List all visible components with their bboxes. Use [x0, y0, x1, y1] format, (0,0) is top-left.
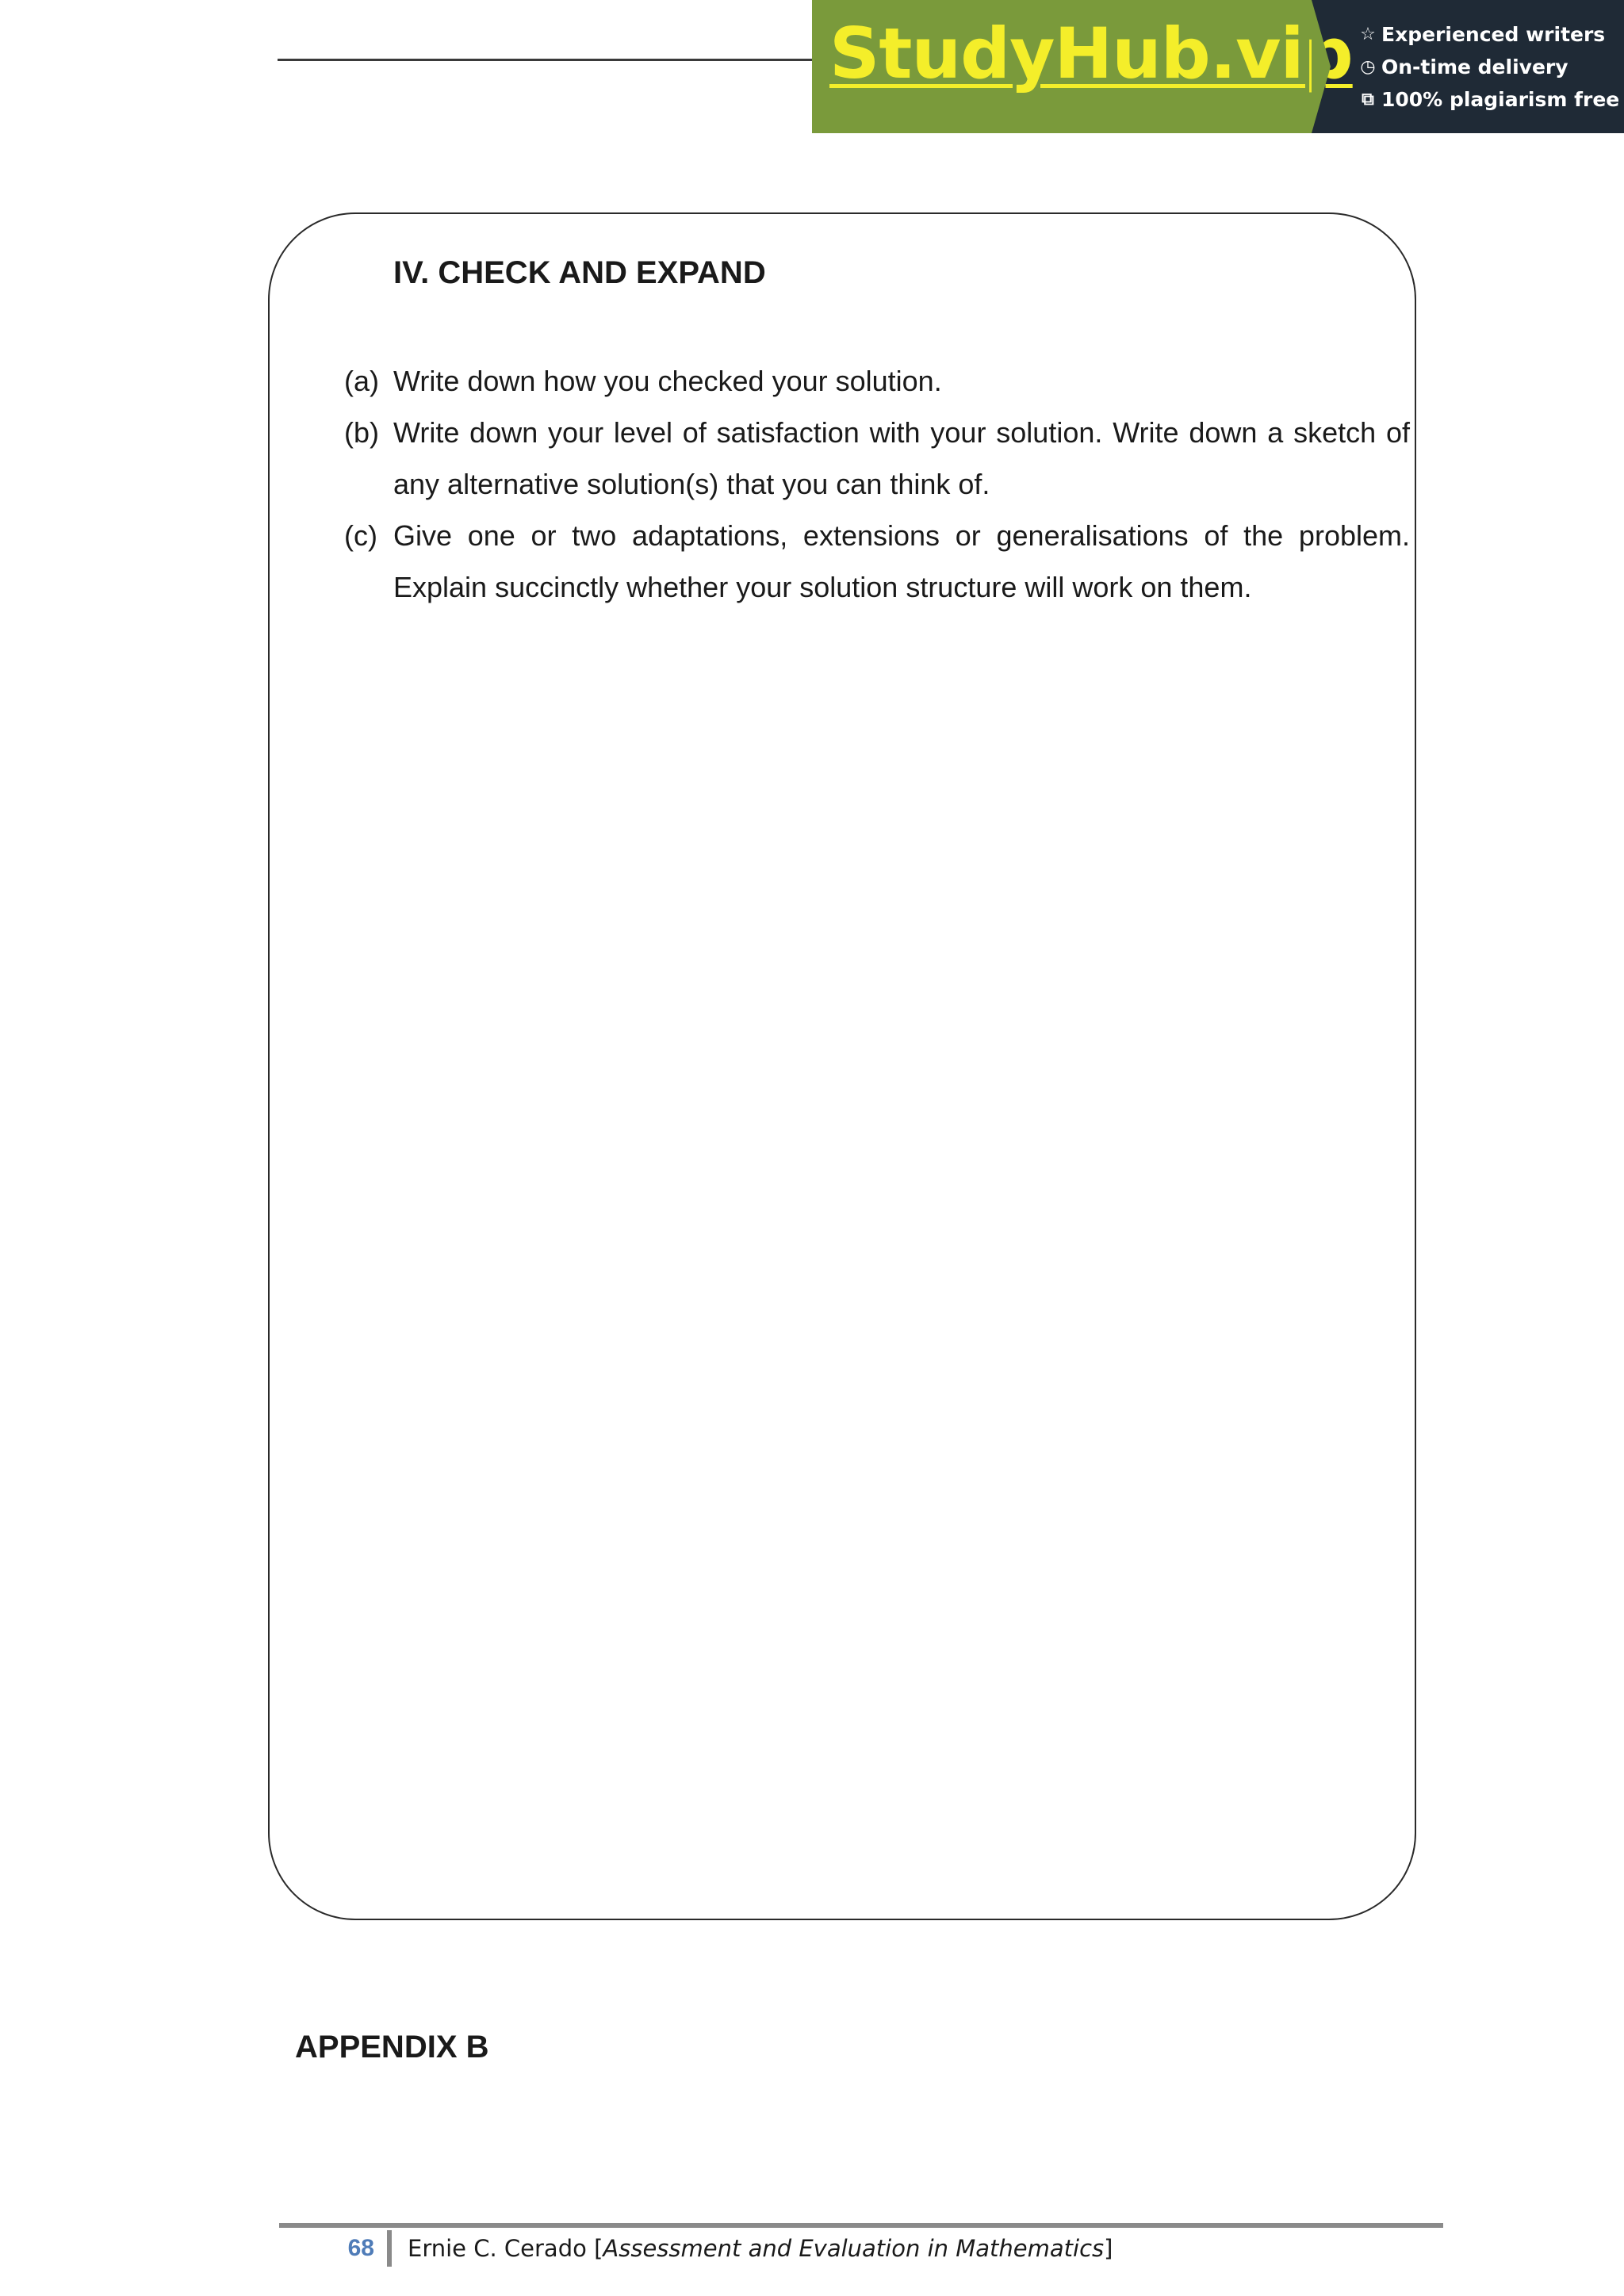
- item-label: (a): [344, 365, 379, 397]
- studyhub-banner[interactable]: [812, 0, 1624, 133]
- feature-experienced-writers: [1359, 22, 1624, 47]
- banner-features: [1312, 0, 1624, 133]
- banner-logo-panel[interactable]: [812, 0, 1353, 133]
- banner-arrow-shape: [1312, 0, 1331, 133]
- list-item: [344, 407, 1410, 510]
- footer-citation: [392, 2235, 1113, 2262]
- appendix-heading: APPENDIX B: [295, 2030, 489, 2064]
- list-item: [344, 355, 1410, 407]
- clock-icon: ◷: [1360, 56, 1376, 77]
- feature-text: On-time delivery: [1381, 55, 1568, 78]
- item-text: Write down your level of satisfaction with your solution. Write down a sketch of any alternative solution(s) that you can think of.: [393, 416, 1410, 500]
- feature-text: Experienced writers: [1381, 22, 1606, 46]
- footer-bracket: ]: [1104, 2235, 1113, 2262]
- feature-text: 100% plagiarism free: [1381, 87, 1620, 111]
- check-and-expand-box: [268, 212, 1416, 1920]
- item-text: Write down how you checked your solution.: [393, 365, 942, 397]
- studyhub-logo[interactable]: StudyHub.vip: [829, 13, 1353, 94]
- header-rule: [278, 59, 817, 61]
- star-outline-icon: ☆: [1360, 24, 1376, 44]
- copy-icon: ⧉: [1362, 89, 1374, 109]
- feature-plagiarism-free: [1359, 87, 1624, 112]
- list-item: [344, 510, 1410, 613]
- feature-on-time-delivery: [1359, 55, 1624, 79]
- page-footer: [279, 2228, 1113, 2269]
- instruction-list: [344, 355, 1410, 613]
- item-text: Give one or two adaptations, extensions or generalisations of the problem. Explain succinctly whether your solution structure will work on them.: [393, 519, 1410, 603]
- footer-author: Ernie C. Cerado [: [408, 2235, 603, 2262]
- page-number: 68: [347, 2235, 374, 2261]
- item-label: (c): [344, 519, 377, 552]
- footer-book-title: Assessment and Evaluation in Mathematics: [603, 2235, 1105, 2262]
- section-title: IV. CHECK AND EXPAND: [393, 255, 766, 290]
- item-label: (b): [344, 416, 379, 449]
